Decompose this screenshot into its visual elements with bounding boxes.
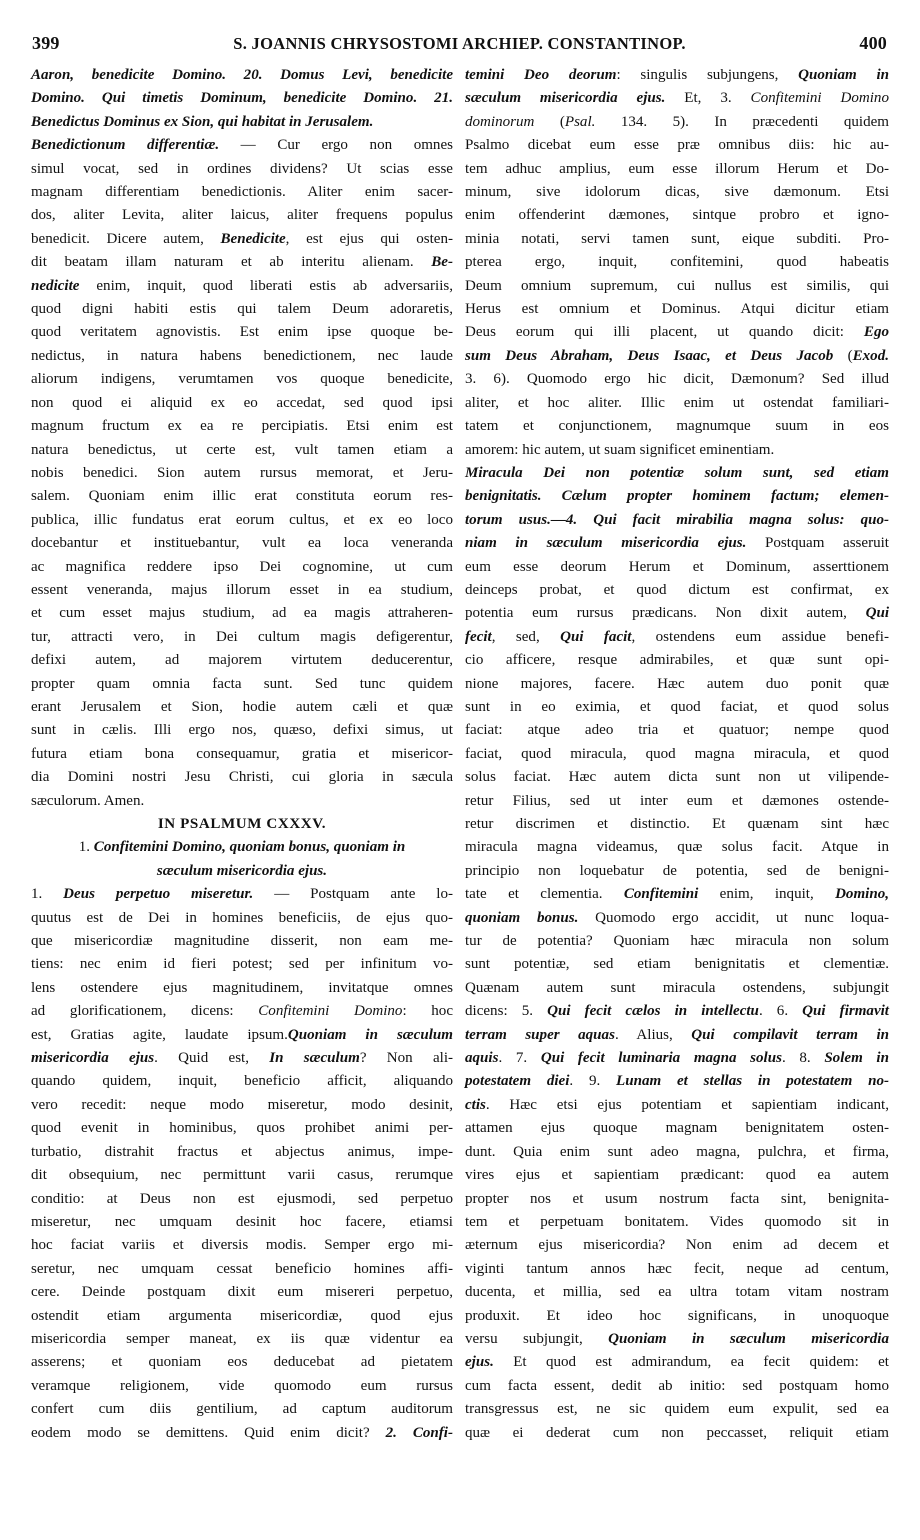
text-segment: tur de potentia? Quoniam hæc miracula non solum bbox=[465, 933, 889, 950]
text-line bbox=[465, 439, 889, 462]
text-segment: natura benedictus, ut certe est, vult tamen etiam a bbox=[31, 441, 453, 458]
text-segment: Et, 3. bbox=[665, 90, 751, 107]
text-line bbox=[465, 860, 889, 883]
text-segment: Benedictus Dominus ex Sion, qui habitat in Jerusalem. bbox=[31, 113, 374, 130]
text-segment: Benedictionum differentiæ. bbox=[31, 137, 220, 154]
text-segment: docebantur et instituebantur, vult ea loca veneranda bbox=[31, 535, 453, 552]
text-segment: temini Deo deorum bbox=[465, 67, 617, 83]
text-line bbox=[31, 1422, 453, 1445]
text-line bbox=[31, 228, 453, 251]
text-segment: ( bbox=[833, 347, 853, 364]
text-line bbox=[465, 1375, 889, 1398]
text-line bbox=[31, 977, 453, 1000]
text-line bbox=[465, 1047, 889, 1070]
text-segment: Benedicite bbox=[220, 230, 286, 247]
running-title: S. JOANNIS CHRYSOSTOMI ARCHIEP. CONSTANTINOP. bbox=[233, 34, 686, 53]
text-segment: conditio: at Deus non est ejusmodi, sed perpetuo bbox=[31, 1190, 453, 1207]
text-line bbox=[31, 321, 453, 344]
text-segment: 2. Confi- bbox=[385, 1424, 453, 1441]
section-heading bbox=[31, 813, 453, 836]
text-segment: . Quid est, bbox=[154, 1050, 270, 1067]
text-line bbox=[31, 556, 453, 579]
page-number-right: 400 bbox=[859, 33, 887, 53]
text-line bbox=[31, 87, 453, 110]
text-segment: retur discrimen et distinctio. Et quænam sint hæc bbox=[465, 816, 889, 832]
text-line bbox=[465, 1070, 889, 1093]
text-segment: dominorum bbox=[465, 113, 535, 130]
text-line bbox=[31, 1141, 453, 1164]
text-segment: Qui bbox=[865, 605, 889, 622]
text-segment: . 6. bbox=[758, 1003, 803, 1020]
text-segment: enim, inquit, bbox=[698, 886, 836, 903]
text-line bbox=[31, 204, 453, 227]
text-line bbox=[465, 649, 889, 672]
text-segment: versu subjungit, bbox=[465, 1330, 609, 1347]
text-segment: Psalmo dicebat eum esse præ omnibus diis: hic au- bbox=[465, 137, 889, 154]
text-line bbox=[31, 1024, 453, 1047]
text-line bbox=[465, 462, 889, 485]
text-line bbox=[31, 766, 453, 789]
text-segment: Confitemini Domino bbox=[258, 1003, 403, 1020]
text-line bbox=[31, 1281, 453, 1304]
text-segment: sæculum misericordia ejus. bbox=[465, 90, 666, 107]
text-line bbox=[31, 602, 453, 625]
text-line bbox=[465, 602, 889, 625]
text-segment: sæculum misericordia ejus. bbox=[156, 862, 328, 879]
text-segment: Confitemini Domino bbox=[750, 90, 889, 107]
text-line bbox=[31, 298, 453, 321]
text-line bbox=[465, 509, 889, 532]
text-segment: ac magnifica reddere ipso Dei cognomine, ut cum bbox=[31, 558, 453, 575]
text-segment: : singulis subjungens, bbox=[616, 67, 799, 83]
text-line bbox=[465, 719, 889, 742]
text-line bbox=[465, 790, 889, 813]
text-line bbox=[465, 1000, 889, 1023]
text-segment: nobis benedici. Sion autem rursus memorat, et Jeru- bbox=[31, 464, 453, 481]
text-line bbox=[31, 626, 453, 649]
page-number-left: 399 bbox=[32, 33, 60, 53]
text-segment: erant Jerusalem et Sion, hodie autem cæli et quæ bbox=[31, 698, 453, 715]
text-segment: nedicite bbox=[31, 277, 80, 294]
text-segment: magnam differentiam benedictionis. Aliter enim sacer- bbox=[31, 184, 453, 201]
text-line bbox=[465, 930, 889, 953]
text-line bbox=[31, 392, 453, 415]
text-segment: sunt in eo eximia, et quod faciat, et quod solus bbox=[465, 698, 889, 715]
text-line bbox=[465, 298, 889, 321]
text-segment: dit beatam illam naturam et ab interitu alienam. bbox=[31, 254, 432, 271]
text-segment: sæculorum. Amen. bbox=[31, 792, 145, 809]
text-segment: quutus est de Dei in homines beneficiis, de ejus quo- bbox=[31, 909, 453, 926]
text-segment: Ego bbox=[863, 324, 889, 341]
text-line bbox=[31, 696, 453, 719]
text-segment: sunt potentiæ, sed etiam benignitatis et clementiæ. bbox=[465, 956, 889, 973]
text-segment: , est ejus qui osten- bbox=[285, 230, 453, 247]
text-segment: vires ejus et sapientiam prædicant: quod ea autem bbox=[465, 1167, 889, 1184]
text-segment: . Alius, bbox=[614, 1026, 692, 1043]
text-segment: aliter, et hoc aliter. Illic enim ut ostendat familiari- bbox=[465, 394, 889, 411]
text-line bbox=[31, 1258, 453, 1281]
text-segment: pterea ergo, inquit, confitemini, quod habeatis bbox=[465, 254, 889, 271]
text-segment: IN PSALMUM CXXXV. bbox=[157, 816, 327, 832]
right-text-column bbox=[465, 64, 889, 1445]
text-line bbox=[465, 368, 889, 391]
text-line bbox=[31, 181, 453, 204]
text-segment: et cum esset majus studium, ad ea magis attraheren- bbox=[31, 605, 453, 622]
text-line bbox=[31, 485, 453, 508]
text-segment: dia Domini nostri Jesu Christi, cui gloria in sæcula bbox=[31, 769, 453, 786]
text-line bbox=[31, 883, 453, 906]
text-segment: Deum omnium supremum, cui nullus est similis, qui bbox=[465, 277, 889, 294]
text-segment: 1. bbox=[31, 886, 64, 903]
text-line bbox=[465, 1234, 889, 1257]
text-line bbox=[31, 368, 453, 391]
text-segment: — Postquam ante lo- bbox=[253, 886, 453, 903]
text-segment: . 8. bbox=[781, 1050, 825, 1067]
text-line bbox=[465, 415, 889, 438]
text-segment: terram super aquas bbox=[465, 1026, 615, 1043]
text-segment: Quoniam in sæculum misericordia bbox=[608, 1330, 889, 1347]
text-segment: 1. bbox=[78, 839, 94, 856]
text-segment: aquis bbox=[465, 1050, 499, 1067]
text-segment: fecit bbox=[465, 628, 492, 645]
text-segment: 134. 5). In præcedenti quidem bbox=[595, 113, 889, 130]
text-line bbox=[465, 977, 889, 1000]
text-line bbox=[31, 1305, 453, 1328]
text-segment: cere. Deinde postquam dixit eum misereri perpetuo, bbox=[31, 1284, 453, 1301]
text-segment: ad glorificationem, dicens: bbox=[31, 1003, 259, 1020]
text-segment: sunt in cælis. Illi ergo nos, quæso, defixi simus, ut bbox=[31, 722, 453, 739]
text-line bbox=[31, 1188, 453, 1211]
text-line bbox=[465, 64, 889, 87]
text-line bbox=[465, 836, 889, 859]
text-segment: Aaron, benedicite Domino. 20. Domus Levi, benedicite bbox=[31, 67, 453, 83]
text-line bbox=[465, 228, 889, 251]
text-segment: potentia eum rursus prædicans. Non dixit autem, bbox=[465, 605, 866, 622]
text-line bbox=[31, 509, 453, 532]
text-segment: defixi autem, ad majorem virtutem deducerentur, bbox=[31, 652, 453, 669]
text-line bbox=[31, 1375, 453, 1398]
text-segment: Miracula Dei non potentiæ solum sunt, sed etiam bbox=[465, 464, 889, 481]
text-line bbox=[31, 907, 453, 930]
text-line bbox=[465, 532, 889, 555]
text-segment: eum esse deorum Herum et Dominum, asserttionem bbox=[465, 558, 889, 575]
text-line bbox=[465, 204, 889, 227]
text-segment: propter nos et usum nostrum facta sint, benignita- bbox=[465, 1190, 889, 1207]
text-segment: minum, sive idolorum dicas, sive dæmonum. Etsi bbox=[465, 184, 889, 201]
text-segment: essent veneranda, majus illorum esset in ea studium, bbox=[31, 581, 453, 598]
text-segment: propter quam omnia facta sunt. Sed tunc quidem bbox=[31, 675, 453, 692]
text-segment: Quoniam in sæculum bbox=[287, 1026, 453, 1043]
text-line bbox=[465, 1141, 889, 1164]
text-segment: Domino, bbox=[835, 886, 889, 903]
text-line bbox=[465, 696, 889, 719]
text-segment: Deus perpetuo miseretur. bbox=[63, 886, 254, 903]
text-line bbox=[31, 415, 453, 438]
text-line bbox=[31, 953, 453, 976]
text-segment: hoc faciat variis et diversis modis. Semper ergo mi- bbox=[31, 1237, 453, 1254]
text-line bbox=[465, 907, 889, 930]
text-segment: Quoniam in bbox=[798, 67, 889, 83]
text-line bbox=[465, 87, 889, 110]
text-line bbox=[31, 579, 453, 602]
text-segment: amorem: hic autem, ut suam significet eminentiam. bbox=[465, 441, 775, 458]
text-segment: cum facta essent, dedit ab initio: sed postquam homo bbox=[465, 1377, 889, 1394]
text-line bbox=[465, 1351, 889, 1374]
text-segment: . 9. bbox=[569, 1073, 617, 1090]
text-line bbox=[465, 1328, 889, 1351]
text-segment: ctis bbox=[465, 1096, 486, 1113]
text-segment: Qui fecit luminaria magna solus bbox=[540, 1050, 782, 1067]
text-segment: Be- bbox=[431, 254, 453, 271]
text-segment: Solem in bbox=[824, 1050, 889, 1067]
text-line bbox=[31, 1094, 453, 1117]
text-line bbox=[465, 1258, 889, 1281]
text-segment: faciat, quod miracula, quod magna miracula, et quod bbox=[465, 745, 889, 762]
text-segment: ( bbox=[534, 113, 565, 130]
text-segment: Quænam autem sunt miracula ostendens, subjungit bbox=[465, 979, 889, 996]
text-line bbox=[31, 462, 453, 485]
text-line bbox=[465, 766, 889, 789]
text-segment: potestatem diei bbox=[465, 1073, 570, 1090]
text-line bbox=[465, 134, 889, 157]
text-segment: miseretur, nec umquam desinit hoc facere, etiamsi bbox=[31, 1213, 453, 1230]
text-segment: dicens: 5. bbox=[465, 1003, 548, 1020]
text-line bbox=[31, 836, 453, 859]
text-line bbox=[31, 1234, 453, 1257]
text-segment: Et quod est admirandum, ea fecit quidem: et bbox=[493, 1354, 889, 1371]
text-segment: turbatio, distrahit fractus et abjectus animus, impe- bbox=[31, 1143, 453, 1160]
text-segment: Domino. Qui timetis Dominum, benedicite Domino. 21. bbox=[31, 90, 453, 107]
text-line bbox=[465, 1398, 889, 1421]
text-line bbox=[465, 485, 889, 508]
text-line bbox=[465, 392, 889, 415]
text-line bbox=[31, 1000, 453, 1023]
text-line bbox=[31, 790, 453, 813]
text-segment: — Cur ergo non omnes bbox=[219, 137, 453, 154]
text-segment: veramque religionem, vide quomodo eum rursus bbox=[31, 1377, 453, 1394]
text-line bbox=[31, 719, 453, 742]
text-segment: benedicit. Dicere autem, bbox=[31, 230, 221, 247]
text-segment: salem. Quoniam enim illic erat constituta eorum res- bbox=[31, 488, 453, 505]
text-segment: retur Filius, sed ut inter eum et dæmones ostende- bbox=[465, 792, 889, 809]
text-segment: Quomodo ergo accidit, ut nunc loqua- bbox=[578, 909, 890, 926]
text-line bbox=[465, 1211, 889, 1234]
text-segment: produxit. Et ideo hoc significans, in unoquoque bbox=[465, 1307, 889, 1324]
text-line bbox=[465, 111, 889, 134]
text-segment: dunt. Quia enim sunt adeo magna, pulchra, et firma, bbox=[465, 1143, 889, 1160]
text-line bbox=[31, 1398, 453, 1421]
text-segment: torum usus.—4. Qui facit mirabilia magna solus: quo- bbox=[465, 511, 889, 528]
text-segment: quod veritatem agnovistis. Est enim ipse quoque be- bbox=[31, 324, 453, 341]
text-line bbox=[31, 1211, 453, 1234]
text-segment: faciat: atque adeo tria et quatuor; nempe quod bbox=[465, 722, 889, 739]
text-segment: vero recedit: neque modo miseretur, modo desinit, bbox=[31, 1096, 453, 1113]
text-line bbox=[465, 345, 889, 368]
text-segment: confert cum diis gentilium, ad captum auditorum bbox=[31, 1401, 453, 1418]
text-line bbox=[31, 134, 453, 157]
text-line bbox=[31, 345, 453, 368]
text-line bbox=[465, 321, 889, 344]
text-segment: Qui fecit cælos in intellectu bbox=[547, 1003, 759, 1020]
text-line bbox=[465, 813, 889, 836]
text-line bbox=[31, 64, 453, 87]
text-segment: ostendit etiam argumenta misericordiæ, quod ejus bbox=[31, 1307, 453, 1324]
text-line bbox=[465, 626, 889, 649]
text-segment: Confitemini Domino, quoniam bonus, quoniam in bbox=[93, 839, 406, 856]
text-segment: quæ ei dederat cum non peccasset, reliquit etiam bbox=[465, 1424, 889, 1441]
text-segment: . 7. bbox=[498, 1050, 541, 1067]
page-header bbox=[32, 33, 887, 57]
text-segment: Psal. bbox=[564, 113, 596, 130]
text-line bbox=[31, 930, 453, 953]
text-segment: misericordia semper maneat, ex iis quæ videntur ea bbox=[31, 1330, 453, 1347]
text-segment: Qui compilavit terram in bbox=[691, 1026, 889, 1043]
text-segment: Deus eorum qui illi placent, ut quando dicit: bbox=[465, 324, 864, 341]
text-segment: eodem modo se demittens. Quid enim dicit? bbox=[31, 1424, 386, 1441]
text-line bbox=[31, 275, 453, 298]
text-line bbox=[465, 579, 889, 602]
text-line bbox=[31, 1351, 453, 1374]
text-segment: Lunam et stellas in potestatem no- bbox=[616, 1073, 889, 1090]
text-segment: quoniam bonus. bbox=[465, 909, 579, 926]
text-segment: . Hæc etsi ejus potentiam et sapientiam indicant, bbox=[485, 1096, 889, 1113]
text-line bbox=[465, 953, 889, 976]
text-line bbox=[465, 1281, 889, 1304]
text-segment: ejus. bbox=[465, 1354, 494, 1371]
text-line bbox=[31, 1328, 453, 1351]
text-segment: solus faciat. Hæc autem dicta sunt non ut vilipende- bbox=[465, 769, 889, 786]
text-segment: quod digni habiti estis qui talem Deum adoraretis, bbox=[31, 301, 453, 318]
text-segment: tate et clementia. bbox=[465, 886, 624, 903]
text-line bbox=[31, 439, 453, 462]
text-segment: ducenta, et millia, sed ea ultra totam vitam nostram bbox=[465, 1284, 889, 1301]
text-line bbox=[31, 1117, 453, 1140]
text-line bbox=[31, 860, 453, 883]
text-segment: benignitatis. Cælum propter hominem factum; elemen- bbox=[465, 488, 889, 505]
text-line bbox=[465, 883, 889, 906]
text-line bbox=[31, 251, 453, 274]
text-segment: seretur, nec umquam cessat beneficio homines affi- bbox=[31, 1260, 453, 1277]
text-segment: Confitemini bbox=[623, 886, 699, 903]
left-text-column bbox=[31, 64, 453, 1445]
text-segment: misericordia ejus bbox=[31, 1050, 155, 1067]
text-segment: transgressus est, ne sic quidem eum expulit, sed ea bbox=[465, 1401, 889, 1418]
text-segment: publica, illic fundatus erat eorum cultus, et ex eo loco bbox=[31, 511, 453, 528]
text-segment: ? Non ali- bbox=[359, 1050, 454, 1067]
text-segment: tem et perpetuam bonitatem. Vides quomodo sit in bbox=[465, 1213, 889, 1230]
text-segment: attamen ejus quoque magnam benignitatem osten- bbox=[465, 1120, 889, 1137]
text-line bbox=[465, 1117, 889, 1140]
text-segment: non quod ei aliquid ex eo accedat, sed quod ipsi bbox=[31, 394, 453, 411]
text-segment: Exod. bbox=[852, 347, 889, 364]
text-line bbox=[465, 181, 889, 204]
text-segment: lens ostendere ejus magnitudinem, invitatque omnes bbox=[31, 979, 453, 996]
text-line bbox=[31, 1070, 453, 1093]
text-segment: aliorum indigens, verumtamen vos quoque benedicite, bbox=[31, 371, 453, 388]
text-segment: asserens; et quoniam eos deducebat ad pietatem bbox=[31, 1354, 453, 1371]
text-segment: cio afficere, resque admirabiles, et quæ sunt opi- bbox=[465, 652, 889, 669]
text-segment: magnum fructum ex ea re percipiatis. Etsi enim est bbox=[31, 418, 453, 435]
text-line bbox=[465, 1164, 889, 1187]
text-line bbox=[31, 743, 453, 766]
text-line bbox=[465, 251, 889, 274]
text-segment: , ostendens eum assidue benefi- bbox=[631, 628, 889, 645]
text-segment: enim, inquit, quod liberati estis ab adversariis, bbox=[79, 277, 453, 294]
text-segment: dos, aliter Levita, aliter laicus, aliter frequens populus bbox=[31, 207, 453, 224]
text-segment: quod evenit in hominibus, quos prohibet animi per- bbox=[31, 1120, 453, 1137]
text-line bbox=[31, 1164, 453, 1187]
text-segment: 3. 6). Quomodo ergo hic dicit, Dæmonum? Sed illud bbox=[465, 371, 889, 388]
text-segment: minia notati, servi tamen sunt, eique subditi. Pro- bbox=[465, 230, 889, 247]
text-line bbox=[31, 532, 453, 555]
text-segment: futura etiam bona consequamur, gratia et misericor- bbox=[31, 745, 453, 762]
text-segment: Herus est omnium et Dominus. Atqui dicitur etiam bbox=[465, 301, 889, 318]
text-line bbox=[465, 556, 889, 579]
text-segment: dit obsequium, nec permittunt varii casus, rerumque bbox=[31, 1167, 453, 1184]
text-segment: que misericordiæ magnitudine disserit, non eam me- bbox=[31, 933, 453, 950]
text-segment: æternum ejus misericordia? Non enim ad decem et bbox=[465, 1237, 889, 1254]
text-line bbox=[31, 158, 453, 181]
text-segment: In sæculum bbox=[269, 1050, 360, 1067]
text-line bbox=[31, 111, 453, 134]
text-segment: , sed, bbox=[491, 628, 561, 645]
text-line bbox=[465, 1422, 889, 1445]
text-line bbox=[31, 1047, 453, 1070]
text-line bbox=[465, 673, 889, 696]
text-segment: deinceps probat, et quod dictum est confirmat, ex bbox=[465, 581, 889, 598]
text-segment: Qui facit bbox=[560, 628, 632, 645]
text-line bbox=[31, 673, 453, 696]
text-segment: nedictus, in natura habens benedictionem, nec laude bbox=[31, 347, 453, 364]
text-segment: Postquam asseruit bbox=[746, 535, 889, 552]
text-segment: sum Deus Abraham, Deus Isaac, et Deus Jacob bbox=[465, 347, 834, 364]
text-segment: est, Gratias agite, laudate ipsum. bbox=[31, 1026, 288, 1043]
text-segment: nione majores, facere. Hæc autem duo ponit quæ bbox=[465, 675, 889, 692]
text-line bbox=[465, 275, 889, 298]
text-line bbox=[31, 649, 453, 672]
text-segment: quando quidem, inquit, beneficio afficit, aliquando bbox=[31, 1073, 453, 1090]
text-line bbox=[465, 1188, 889, 1211]
text-segment: simul vocat, sed in ordines dividens? Ut scias esse bbox=[31, 160, 453, 177]
text-segment: viginti tantum annos hæc fecit, neque ad centum, bbox=[465, 1260, 889, 1277]
text-segment: tiens: nec enim id fieri potest; sed per infinitum vo- bbox=[31, 956, 453, 973]
text-segment: tur, attracti vero, in Dei cultum magis defigerentur, bbox=[31, 628, 453, 645]
text-segment: tem adhuc amplius, eum esse illorum Herum et Do- bbox=[465, 160, 889, 177]
text-segment: enim offenderint dæmones, sintque probro et igno- bbox=[465, 207, 889, 224]
text-segment: principio non loquebatur de potentia, sed de benigni- bbox=[465, 862, 889, 879]
text-segment: miracula magna videamus, quæ solus facit. Atque in bbox=[465, 839, 889, 856]
text-segment: Qui firmavit bbox=[802, 1003, 889, 1020]
text-line bbox=[465, 1024, 889, 1047]
text-line bbox=[465, 1305, 889, 1328]
text-segment: niam in sæculum misericordia ejus. bbox=[465, 535, 747, 552]
text-line bbox=[465, 158, 889, 181]
text-line bbox=[465, 743, 889, 766]
text-line bbox=[465, 1094, 889, 1117]
text-segment: : hoc bbox=[402, 1003, 453, 1020]
text-segment: tatem et conjunctionem, magnumque suum in eos bbox=[465, 418, 889, 435]
